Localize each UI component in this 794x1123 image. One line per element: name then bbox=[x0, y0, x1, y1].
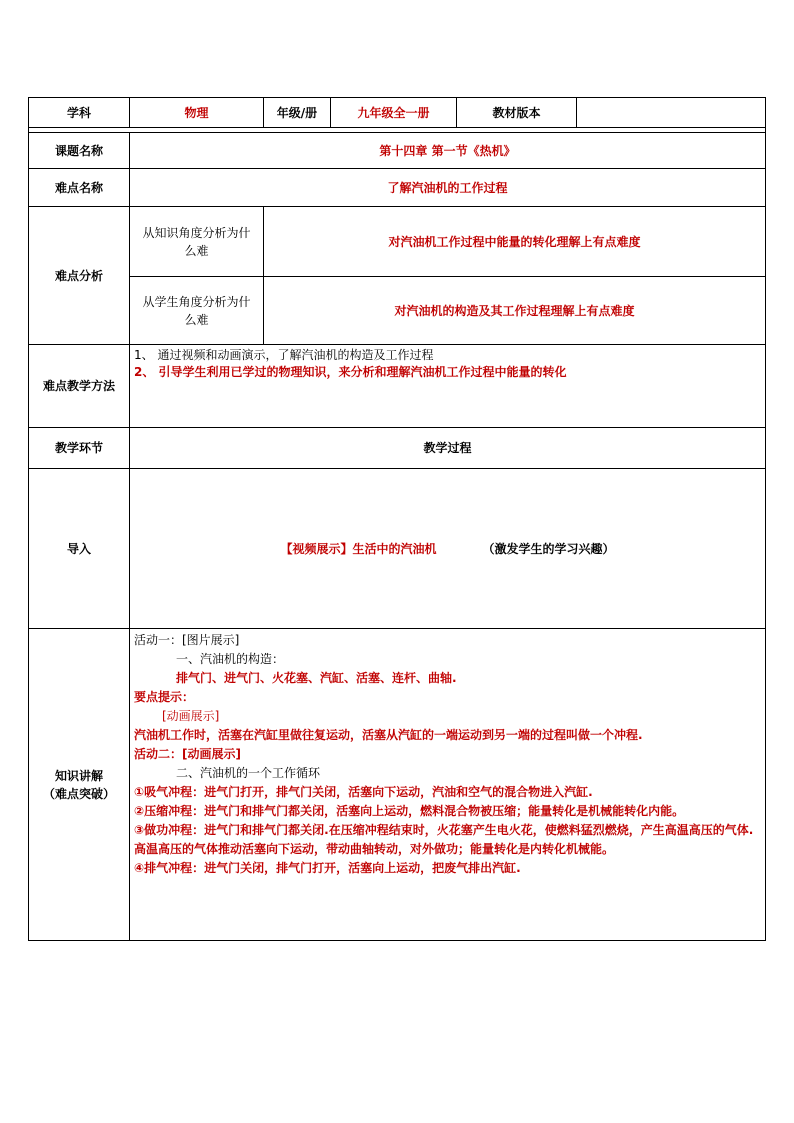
grade-label: 年级/册 bbox=[264, 98, 331, 128]
method-content bbox=[130, 345, 766, 428]
intro-content bbox=[130, 469, 766, 629]
teaching-header-row bbox=[29, 428, 766, 469]
lesson-plan-table bbox=[28, 97, 766, 941]
difficulty-value: 了解汽油机的工作过程 bbox=[130, 169, 766, 207]
knowledge-row bbox=[29, 629, 766, 941]
grade-value: 九年级全一册 bbox=[331, 98, 457, 128]
analysis-student-value: 对汽油机的构造及其工作过程理解上有点难度 bbox=[264, 277, 766, 345]
method-row bbox=[29, 345, 766, 428]
knowledge-label: 知识讲解 bbox=[54, 768, 103, 783]
activity2-line: 活动二：[动画展示] bbox=[134, 747, 241, 761]
intro-row bbox=[29, 469, 766, 629]
animation-line: [动画展示] bbox=[162, 709, 220, 723]
lesson-name-row bbox=[29, 133, 766, 169]
stroke-definition: 汽油机工作时，活塞在汽缸里做往复运动，活塞从汽缸的一端运动到另一端的过程叫做一个冲程. bbox=[134, 728, 643, 742]
exhaust-stroke: ④排气冲程：进气门关闭，排气门打开，活塞向上运动，把废气排出汽缸. bbox=[134, 861, 521, 875]
difficulty-label: 难点名称 bbox=[29, 169, 130, 207]
analysis-student-row bbox=[29, 277, 766, 345]
intro-text: 【视频展示】生活中的汽油机 bbox=[280, 541, 437, 556]
cycle-title: 二、汽油机的一个工作循环 bbox=[176, 766, 321, 780]
method-item-2: 2、 引导学生利用已学过的物理知识，来分析和理解汽油机工作过程中能量的转化 bbox=[134, 365, 567, 379]
analysis-knowledge-label: 从知识角度分析为什么难 bbox=[130, 207, 264, 277]
structure-title: 一、汽油机的构造： bbox=[176, 652, 285, 666]
lesson-name-value: 第十四章 第一节《热机》 bbox=[130, 133, 766, 169]
knowledge-content bbox=[130, 629, 766, 941]
process-label: 教学过程 bbox=[130, 428, 766, 469]
activity1-line: 活动一：[图片展示] bbox=[134, 633, 240, 647]
analysis-label: 难点分析 bbox=[29, 207, 130, 345]
difficulty-row bbox=[29, 169, 766, 207]
intro-label: 导入 bbox=[29, 469, 130, 629]
compression-stroke: ②压缩冲程：进气门和排气门都关闭，活塞向上运动，燃料混合物被压缩；能量转化是机械能转化内能。 bbox=[134, 804, 685, 818]
stage-label: 教学环节 bbox=[29, 428, 130, 469]
structure-parts: 排气门、进气门、火花塞、汽缸、活塞、连杆、曲轴. bbox=[176, 671, 457, 685]
analysis-knowledge-value: 对汽油机工作过程中能量的转化理解上有点难度 bbox=[264, 207, 766, 277]
method-item-1: 1、 通过视频和动画演示，了解汽油机的构造及工作过程 bbox=[134, 348, 434, 362]
analysis-student-label: 从学生角度分析为什么难 bbox=[130, 277, 264, 345]
lesson-plan-page bbox=[28, 97, 765, 941]
intake-stroke: ①吸气冲程：进气门打开，排气门关闭，活塞向下运动，汽油和空气的混合物进入汽缸. bbox=[134, 785, 593, 799]
method-label: 难点教学方法 bbox=[29, 345, 130, 428]
header-row bbox=[29, 98, 766, 128]
subject-value: 物理 bbox=[130, 98, 264, 128]
edition-label: 教材版本 bbox=[457, 98, 577, 128]
tips-line: 要点提示： bbox=[134, 690, 195, 704]
lesson-name-label: 课题名称 bbox=[29, 133, 130, 169]
knowledge-sublabel: （难点突破） bbox=[42, 786, 115, 801]
analysis-knowledge-row bbox=[29, 207, 766, 277]
power-stroke: ③做功冲程：进气门和排气门都关闭.在压缩冲程结束时，火花塞产生电火花，使燃料猛烈燃烧，产生高温高压的气体.高温高压的气体推动活塞向下运动，带动曲轴转动，对外做功；能量转化是内转化机械能。 bbox=[134, 823, 754, 856]
intro-note: （激发学生的学习兴趣） bbox=[482, 541, 615, 556]
edition-value bbox=[577, 98, 766, 128]
knowledge-label-cell bbox=[29, 629, 130, 941]
subject-label: 学科 bbox=[29, 98, 130, 128]
